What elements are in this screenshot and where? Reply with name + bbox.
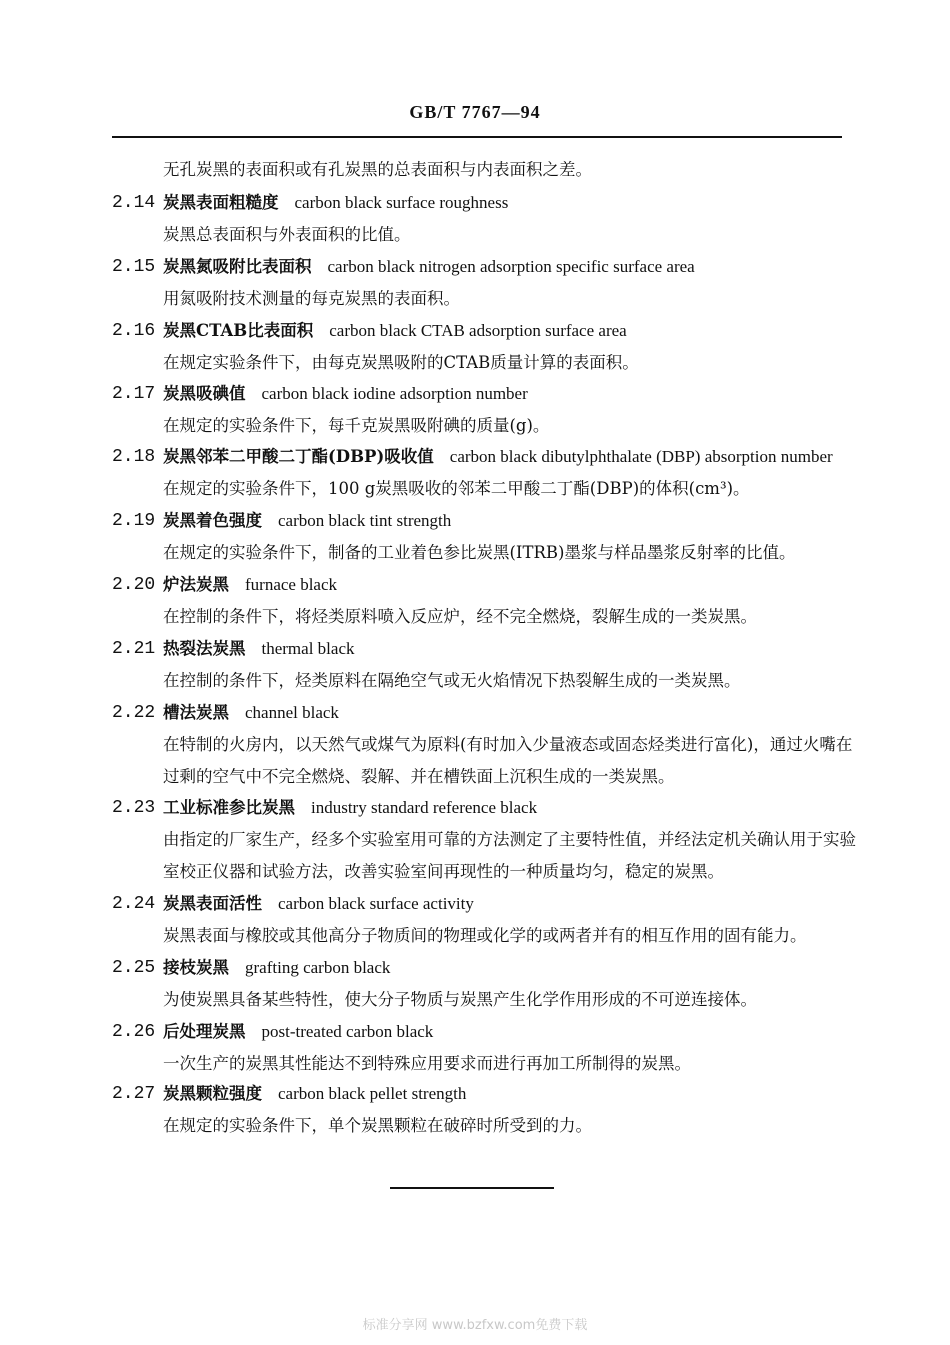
term-chinese: 炉法炭黑 (163, 575, 229, 594)
term-chinese: 炭黑表面活性 (163, 894, 262, 913)
definition-line: 室校正仪器和试验方法，改善实验室间再现性的一种质量均匀，稳定的炭黑。 (163, 862, 724, 881)
clause-number: 2.25 (112, 958, 156, 978)
term-english: carbon black surface activity (278, 894, 474, 913)
term-chinese: 炭黑着色强度 (163, 511, 262, 530)
definition-line: 为使炭黑具备某些特性，使大分子物质与炭黑产生化学作用形成的不可逆连接体。 (163, 990, 757, 1009)
definition-line: 在控制的条件下，烃类原料在隔绝空气或无火焰情况下热裂解生成的一类炭黑。 (163, 671, 741, 690)
term-chinese: 炭黑CTAB比表面积 (163, 321, 314, 340)
term-english: carbon black surface roughness (294, 193, 509, 212)
clause-number: 2.23 (112, 798, 156, 818)
clause-number: 2.24 (112, 894, 156, 914)
term-english: furnace black (245, 575, 338, 594)
definition-line: 一次生产的炭黑其性能达不到特殊应用要求而进行再加工所制得的炭黑。 (163, 1054, 691, 1073)
term-chinese: 热裂法炭黑 (163, 639, 246, 658)
term-heading (163, 446, 833, 468)
term-heading (163, 893, 474, 915)
clause-number: 2.21 (112, 639, 156, 659)
clause-number: 2.27 (112, 1084, 156, 1104)
definition-line: 在规定的实验条件下，制备的工业着色参比炭黑(ITRB)墨浆与样品墨浆反射率的比值。 (163, 543, 796, 562)
clause-number: 2.26 (112, 1022, 156, 1042)
term-english: post-treated carbon black (261, 1022, 434, 1041)
term-heading (163, 1083, 466, 1105)
definition-line: 在控制的条件下，将烃类原料喷入反应炉，经不完全燃烧，裂解生成的一类炭黑。 (163, 607, 757, 626)
definition-line: 用氮吸附技术测量的每克炭黑的表面积。 (163, 289, 460, 308)
term-chinese: 接枝炭黑 (163, 958, 229, 977)
term-heading (163, 797, 537, 819)
term-chinese: 炭黑邻苯二甲酸二丁酯(DBP)吸收值 (163, 447, 434, 466)
definition-line: 在规定的实验条件下，每千克炭黑吸附碘的质量(g)。 (163, 416, 550, 435)
term-heading (163, 638, 355, 660)
intro-line: 无孔炭黑的表面积或有孔炭黑的总表面积与内表面积之差。 (163, 160, 592, 179)
term-english: industry standard reference black (311, 798, 538, 817)
term-chinese: 炭黑氮吸附比表面积 (163, 257, 312, 276)
clause-number: 2.22 (112, 703, 156, 723)
term-english: carbon black dibutylphthalate (DBP) absorption number (449, 447, 833, 466)
definition-line: 在规定实验条件下，由每克炭黑吸附的CTAB质量计算的表面积。 (163, 353, 639, 372)
term-english: channel black (245, 703, 339, 722)
term-chinese: 槽法炭黑 (163, 703, 229, 722)
term-english: carbon black CTAB adsorption surface area (329, 321, 627, 340)
term-heading (163, 1021, 433, 1043)
term-chinese: 工业标准参比炭黑 (163, 798, 295, 817)
term-chinese: 炭黑颗粒强度 (163, 1084, 262, 1103)
term-heading (163, 256, 695, 278)
definition-line: 在规定的实验条件下，100 g炭黑吸收的邻苯二甲酸二丁酯(DBP)的体积(cm³)。 (163, 479, 750, 498)
term-heading (163, 702, 339, 724)
term-heading (163, 320, 627, 342)
definition-line: 在规定的实验条件下，单个炭黑颗粒在破碎时所受到的力。 (163, 1116, 592, 1135)
definition-line: 炭黑总表面积与外表面积的比值。 (163, 225, 411, 244)
clause-number: 2.20 (112, 575, 156, 595)
term-heading (163, 383, 528, 405)
document-code-header: GB/T 7767—94 (409, 102, 541, 122)
footer-rule (390, 1187, 554, 1189)
definition-line: 炭黑表面与橡胶或其他高分子物质间的物理或化学的或两者并有的相互作用的固有能力。 (163, 926, 807, 945)
term-chinese: 炭黑表面粗糙度 (163, 193, 279, 212)
term-english: carbon black nitrogen adsorption specific surface area (327, 257, 695, 276)
term-english: carbon black tint strength (278, 511, 452, 530)
term-english: grafting carbon black (245, 958, 391, 977)
definition-line: 由指定的厂家生产，经多个实验室用可靠的方法测定了主要特性值，并经法定机关确认用于实验 (163, 830, 856, 849)
watermark: 标准分享网 www.bzfxw.com免费下载 (362, 1318, 588, 1333)
clause-number: 2.14 (112, 193, 156, 213)
term-english: thermal black (261, 639, 355, 658)
definition-line: 过剩的空气中不完全燃烧、裂解、并在槽铁面上沉积生成的一类炭黑。 (163, 767, 675, 786)
term-chinese: 炭黑吸碘值 (163, 384, 246, 403)
clause-number: 2.16 (112, 321, 156, 341)
clause-number: 2.15 (112, 257, 156, 277)
term-heading (163, 957, 390, 979)
clause-number: 2.19 (112, 511, 156, 531)
term-english: carbon black iodine adsorption number (261, 384, 528, 403)
term-heading (163, 192, 508, 214)
term-heading (163, 510, 451, 532)
clause-number: 2.17 (112, 384, 156, 404)
definition-line: 在特制的火房内，以天然气或煤气为原料(有时加入少量液态或固态烃类进行富化)，通过火嘴在 (163, 735, 853, 754)
term-chinese: 后处理炭黑 (163, 1022, 246, 1041)
term-heading (163, 574, 337, 596)
term-english: carbon black pellet strength (278, 1084, 467, 1103)
clause-number: 2.18 (112, 447, 156, 467)
